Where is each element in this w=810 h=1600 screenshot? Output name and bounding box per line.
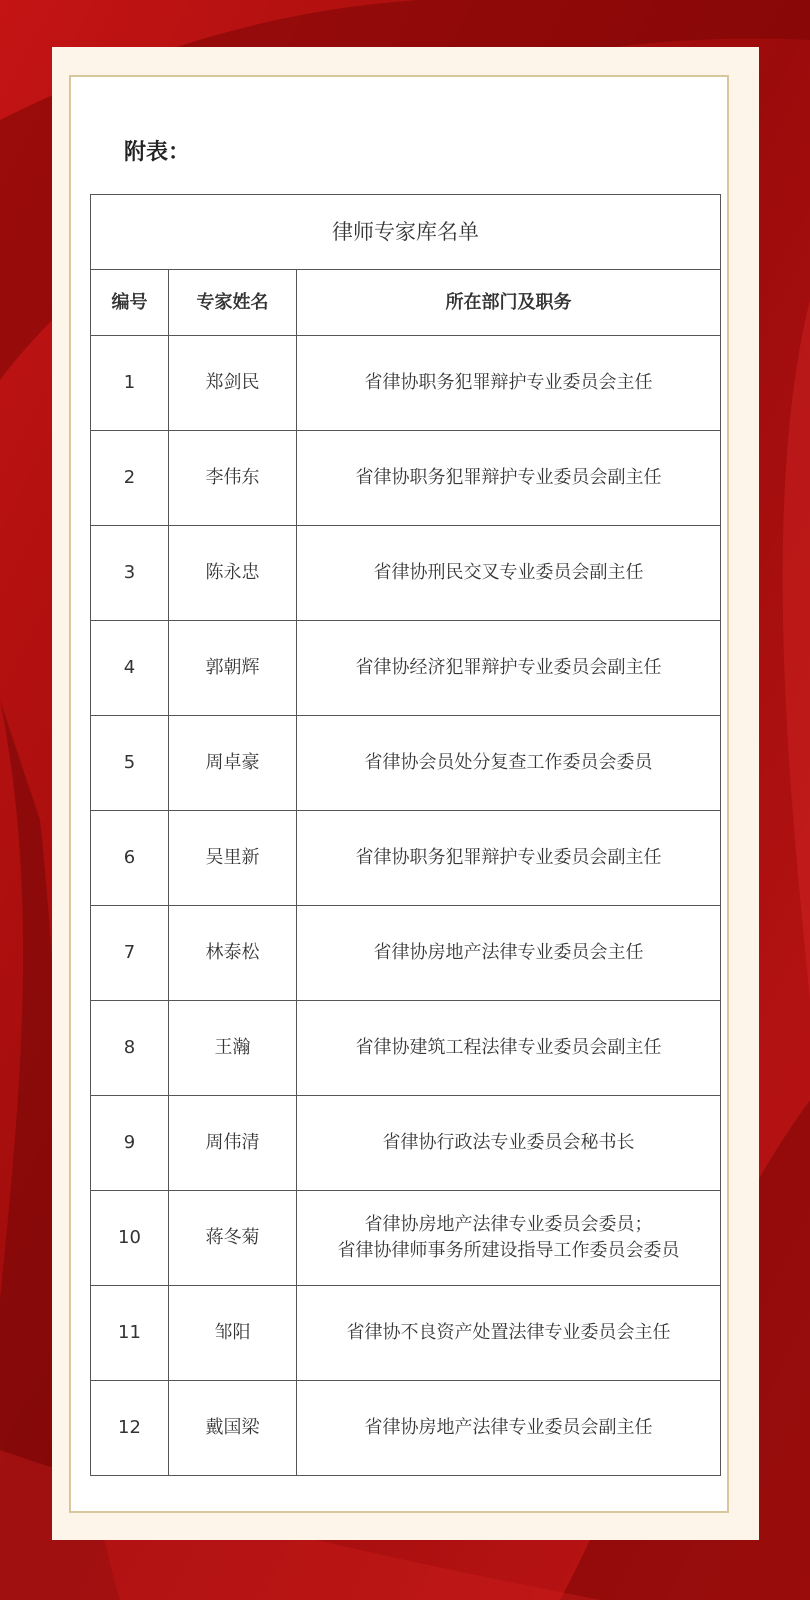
header-number: 编号 [91,270,169,336]
table-row [91,1191,721,1286]
row-number: 4 [91,621,169,716]
row-number: 8 [91,1001,169,1096]
table-row [91,431,721,526]
row-number: 7 [91,906,169,1001]
position-line: 省律协会员处分复查工作委员会委员 [364,752,653,773]
row-number: 6 [91,811,169,906]
department-position [297,431,721,526]
row-number: 11 [91,1286,169,1381]
position-line: 省律协不良资产处置法律专业委员会主任 [346,1322,671,1343]
table-row [91,1286,721,1381]
department-position [297,526,721,621]
table-body [91,336,721,1476]
table-row [91,526,721,621]
department-position [297,1286,721,1381]
table-row [91,1096,721,1191]
position-line: 省律协行政法专业委员会秘书长 [382,1132,635,1153]
expert-name: 周伟清 [169,1096,297,1191]
table-row [91,621,721,716]
row-number: 3 [91,526,169,621]
department-position [297,621,721,716]
expert-name: 林泰松 [169,906,297,1001]
row-number: 5 [91,716,169,811]
expert-name: 李伟东 [169,431,297,526]
position-line: 省律协房地产法律专业委员会委员； [364,1214,653,1235]
row-number: 9 [91,1096,169,1191]
expert-name: 蒋冬菊 [169,1191,297,1286]
position-line: 省律协职务犯罪辩护专业委员会副主任 [355,467,662,488]
table-row [91,716,721,811]
expert-name: 吴里新 [169,811,297,906]
expert-name: 陈永忠 [169,526,297,621]
expert-name: 戴国梁 [169,1381,297,1476]
position-line: 省律协房地产法律专业委员会副主任 [364,1417,653,1438]
department-position [297,811,721,906]
row-number: 1 [91,336,169,431]
expert-name: 邹阳 [169,1286,297,1381]
department-position [297,1381,721,1476]
table-row [91,811,721,906]
appendix-caption: 附表： [124,140,191,165]
position-line: 省律协职务犯罪辩护专业委员会副主任 [355,847,662,868]
position-line: 省律协律师事务所建设指导工作委员会委员 [337,1240,680,1261]
department-position [297,336,721,431]
row-number: 2 [91,431,169,526]
department-position [297,716,721,811]
department-position [297,1096,721,1191]
expert-list-table [90,194,721,1476]
header-department-position: 所在部门及职务 [297,270,721,336]
table-title: 律师专家库名单 [91,195,721,270]
table-row [91,906,721,1001]
position-line: 省律协经济犯罪辩护专业委员会副主任 [355,657,662,678]
table-row [91,336,721,431]
department-position [297,1191,721,1286]
position-line: 省律协建筑工程法律专业委员会副主任 [355,1037,662,1058]
department-position [297,906,721,1001]
header-name: 专家姓名 [169,270,297,336]
expert-name: 郭朝辉 [169,621,297,716]
position-line: 省律协房地产法律专业委员会主任 [373,942,644,963]
row-number: 10 [91,1191,169,1286]
table-row [91,1381,721,1476]
expert-name: 郑剑民 [169,336,297,431]
position-line: 省律协刑民交叉专业委员会副主任 [373,562,644,583]
expert-name: 周卓豪 [169,716,297,811]
row-number: 12 [91,1381,169,1476]
department-position [297,1001,721,1096]
position-line: 省律协职务犯罪辩护专业委员会主任 [364,372,653,393]
expert-name: 王瀚 [169,1001,297,1096]
table-row [91,1001,721,1096]
